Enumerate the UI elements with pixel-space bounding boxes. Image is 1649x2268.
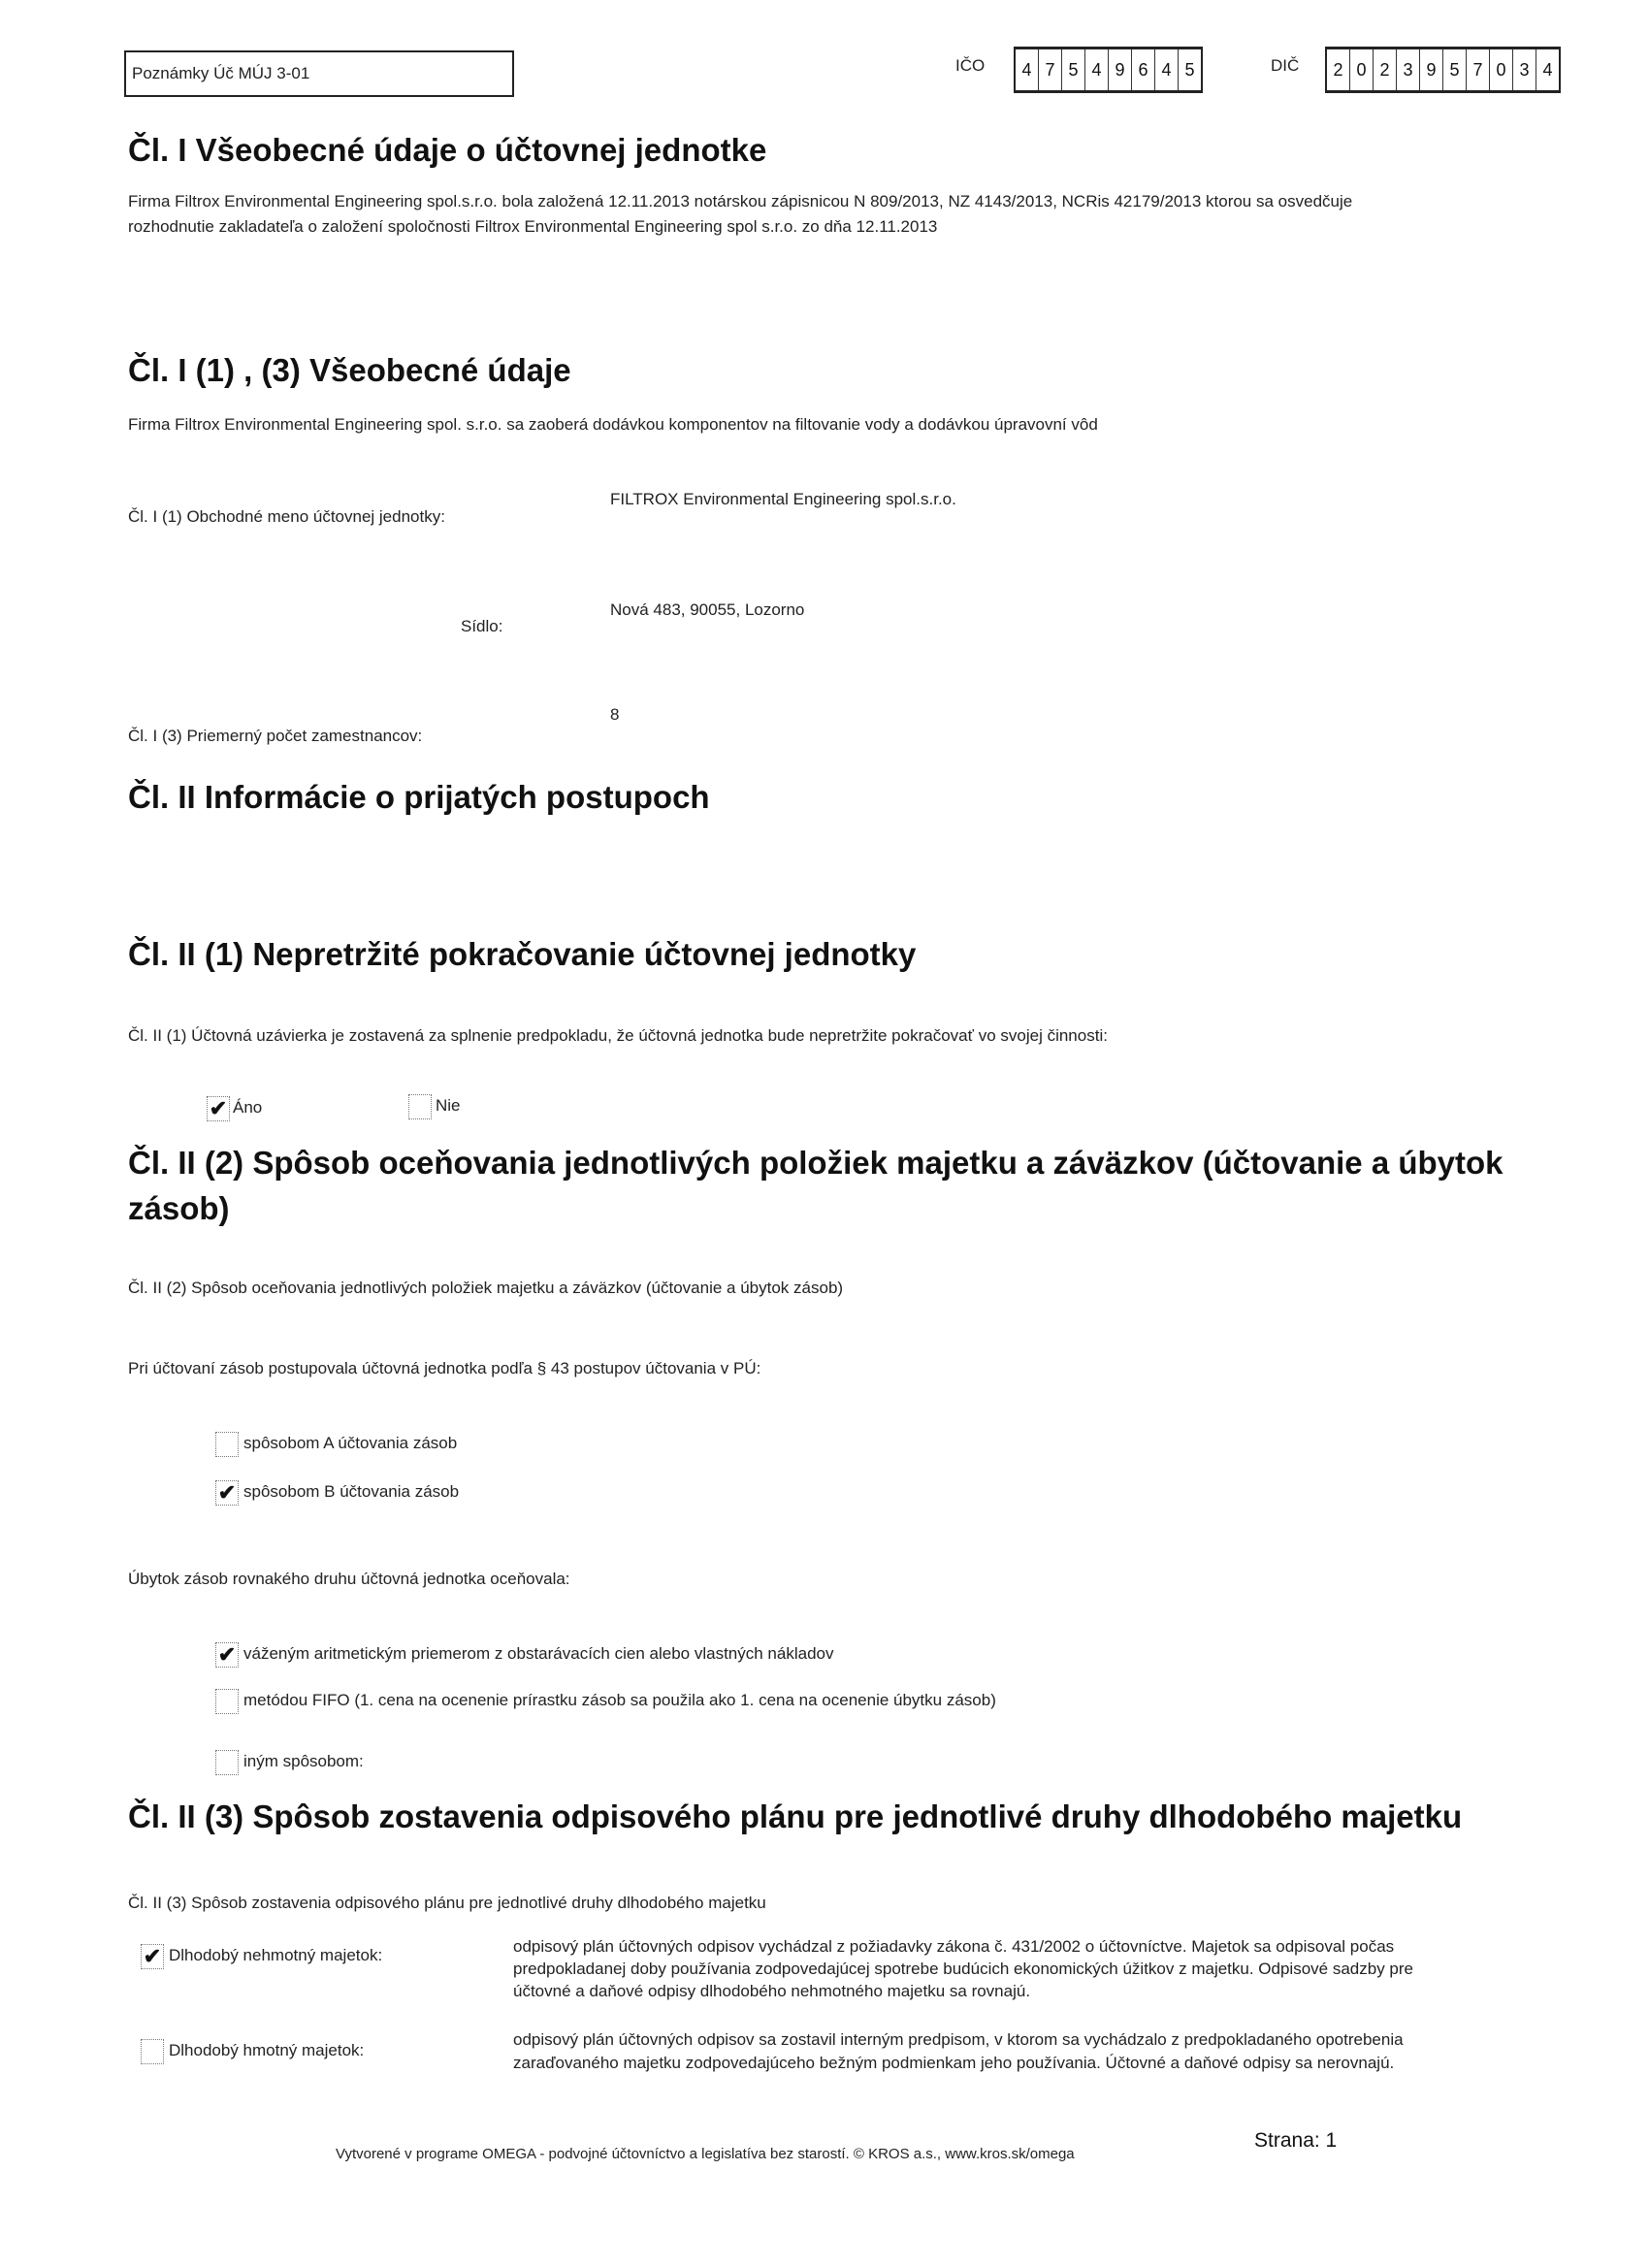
digit-cell: 0 bbox=[1350, 49, 1374, 90]
checkbox-label: spôsobom A účtovania zásob bbox=[243, 1434, 458, 1452]
checkbox-label: Áno bbox=[233, 1098, 263, 1117]
checkbox-intangible[interactable]: ✔ bbox=[141, 1944, 164, 1969]
digit-cell: 4 bbox=[1085, 49, 1109, 90]
digit-cell: 4 bbox=[1155, 49, 1179, 90]
section-title: Čl. I Všeobecné údaje o účtovnej jednotke bbox=[128, 132, 767, 168]
form-label-box bbox=[124, 50, 514, 97]
field-value: FILTROX Environmental Engineering spol.s.r.o. bbox=[610, 490, 956, 508]
checkbox-label: Nie bbox=[436, 1096, 461, 1115]
paragraph: Firma Filtrox Environmental Engineering spol. s.r.o. sa zaoberá dodávkou komponentov na filtovanie vody a dodávkou úpravovní vôd bbox=[128, 415, 1098, 434]
page-number: Strana: 1 bbox=[1254, 2129, 1338, 2152]
digit-cell: 5 bbox=[1062, 49, 1085, 90]
dic-label: DIČ bbox=[1271, 56, 1300, 75]
checkbox-ano[interactable]: ✔ bbox=[207, 1096, 230, 1121]
section-title: Čl. II (2) Spôsob oceňovania jednotlivých položiek majetku a záväzkov (účtovanie a úbytok bbox=[128, 1145, 1504, 1181]
checkbox-label: metódou FIFO (1. cena na ocenenie prírastku zásob sa použila ako 1. cena na ocenenie úbytku zásob) bbox=[243, 1691, 996, 1709]
checkbox-method-a[interactable] bbox=[215, 1432, 239, 1457]
checkbox-label: spôsobom B účtovania zásob bbox=[243, 1482, 460, 1501]
digit-cell: 5 bbox=[1184, 59, 1195, 80]
section-title: Čl. II (1) Nepretržité pokračovanie účtovnej jednotky bbox=[128, 936, 917, 972]
digit-cell: 2 bbox=[1374, 49, 1397, 90]
section-title: zásob) bbox=[128, 1190, 230, 1226]
paragraph: účtovné a daňové odpisy dlhodobého nehmotného majetku sa rovnajú. bbox=[513, 1982, 1031, 2000]
digit-cell: 0 bbox=[1490, 49, 1513, 90]
dic-digits bbox=[1325, 47, 1561, 93]
digit-cell: 7 bbox=[1467, 49, 1490, 90]
checkbox-tangible[interactable] bbox=[141, 2039, 164, 2064]
digit-cell: 5 bbox=[1443, 49, 1467, 90]
checkbox-other[interactable] bbox=[215, 1750, 239, 1775]
paragraph: Úbytok zásob rovnakého druhu účtovná jednotka oceňovala: bbox=[128, 1570, 570, 1588]
checkbox-nie[interactable] bbox=[408, 1094, 432, 1119]
paragraph: odpisový plán účtovných odpisov sa zostavil interným predpisom, v ktorom sa vychádzalo z predpokladaného opotrebenia bbox=[513, 2030, 1404, 2049]
checkbox-label: Dlhodobý hmotný majetok: bbox=[169, 2041, 365, 2059]
checkbox-label: iným spôsobom: bbox=[243, 1752, 364, 1770]
ico-label: IČO bbox=[955, 56, 986, 75]
field-value: Nová 483, 90055, Lozorno bbox=[610, 600, 805, 619]
section-title: Čl. I (1) , (3) Všeobecné údaje bbox=[128, 352, 571, 388]
paragraph: odpisový plán účtovných odpisov vychádzal z požiadavky zákona č. 431/2002 o účtovníctve. Majetok sa odpisoval počas bbox=[513, 1937, 1395, 1956]
ico-digits bbox=[1014, 47, 1203, 93]
field-label: Sídlo: bbox=[461, 617, 503, 635]
field-label: Čl. I (1) Obchodné meno účtovnej jednotky: bbox=[128, 507, 445, 526]
digit-cell: 3 bbox=[1397, 49, 1420, 90]
form-label: Poznámky Úč MÚJ 3-01 bbox=[132, 64, 310, 82]
digit-cell: 9 bbox=[1420, 49, 1443, 90]
paragraph: Čl. II (1) Účtovná uzávierka je zostavená za splnenie predpokladu, že účtovná jednotka bude nepretržite pokračovať vo svojej činnosti: bbox=[128, 1026, 1108, 1045]
checkbox-label: Dlhodobý nehmotný majetok: bbox=[169, 1946, 383, 1964]
paragraph: Čl. II (2) Spôsob oceňovania jednotlivých položiek majetku a záväzkov (účtovanie a úbytok zásob) bbox=[128, 1279, 844, 1297]
footer-credit: Vytvorené v programe OMEGA - podvojné účtovníctvo a legislatíva bez starostí. © KROS a.s., www.kros.sk/omega bbox=[336, 2146, 1075, 2162]
checkbox-fifo[interactable] bbox=[215, 1689, 239, 1714]
paragraph: Čl. II (3) Spôsob zostavenia odpisového plánu pre jednotlivé druhy dlhodobého majetku bbox=[128, 1894, 766, 1912]
digit-cell: 9 bbox=[1109, 49, 1132, 90]
paragraph: Firma Filtrox Environmental Engineering spol.s.r.o. bola založená 12.11.2013 notárskou zápisnicou N 809/2013, NZ 4143/2013, NCRis 42179/2013 ktorou sa osvedčuje bbox=[128, 192, 1353, 211]
digit-cell: 7 bbox=[1039, 49, 1062, 90]
digit-cell: 6 bbox=[1132, 49, 1155, 90]
paragraph: rozhodnutie zakladateľa o založení spoločnosti Filtrox Environmental Engineering spol s.r.o. zo dňa 12.11.2013 bbox=[128, 217, 938, 236]
digit-cell: 2 bbox=[1327, 49, 1350, 90]
paragraph: predpokladanej doby používania zodpovedajúcej spotrebe budúcich ekonomických úžitkov z majetku. Odpisové sadzby pre bbox=[513, 1960, 1414, 1978]
field-label: Čl. I (3) Priemerný počet zamestnancov: bbox=[128, 727, 423, 745]
section-title: Čl. II Informácie o prijatých postupoch bbox=[128, 779, 710, 815]
section-title: Čl. II (3) Spôsob zostavenia odpisového plánu pre jednotlivé druhy dlhodobého majetku bbox=[128, 1798, 1463, 1834]
digit-cell: 3 bbox=[1513, 49, 1536, 90]
paragraph: zaraďovaného majetku zodpovedajúceho bežným podmienkam jeho používania. Účtovné a daňové odpisy sa nerovnajú. bbox=[513, 2054, 1395, 2072]
field-value: 8 bbox=[610, 705, 620, 724]
checkbox-method-b[interactable]: ✔ bbox=[215, 1480, 239, 1506]
digit-cell: 4 bbox=[1542, 59, 1553, 80]
digit-cell: 4 bbox=[1016, 49, 1039, 90]
checkbox-weighted-average[interactable]: ✔ bbox=[215, 1642, 239, 1668]
paragraph: Pri účtovaní zásob postupovala účtovná jednotka podľa § 43 postupov účtovania v PÚ: bbox=[128, 1359, 761, 1377]
checkbox-label: váženým aritmetickým priemerom z obstarávacích cien alebo vlastných nákladov bbox=[243, 1644, 834, 1663]
